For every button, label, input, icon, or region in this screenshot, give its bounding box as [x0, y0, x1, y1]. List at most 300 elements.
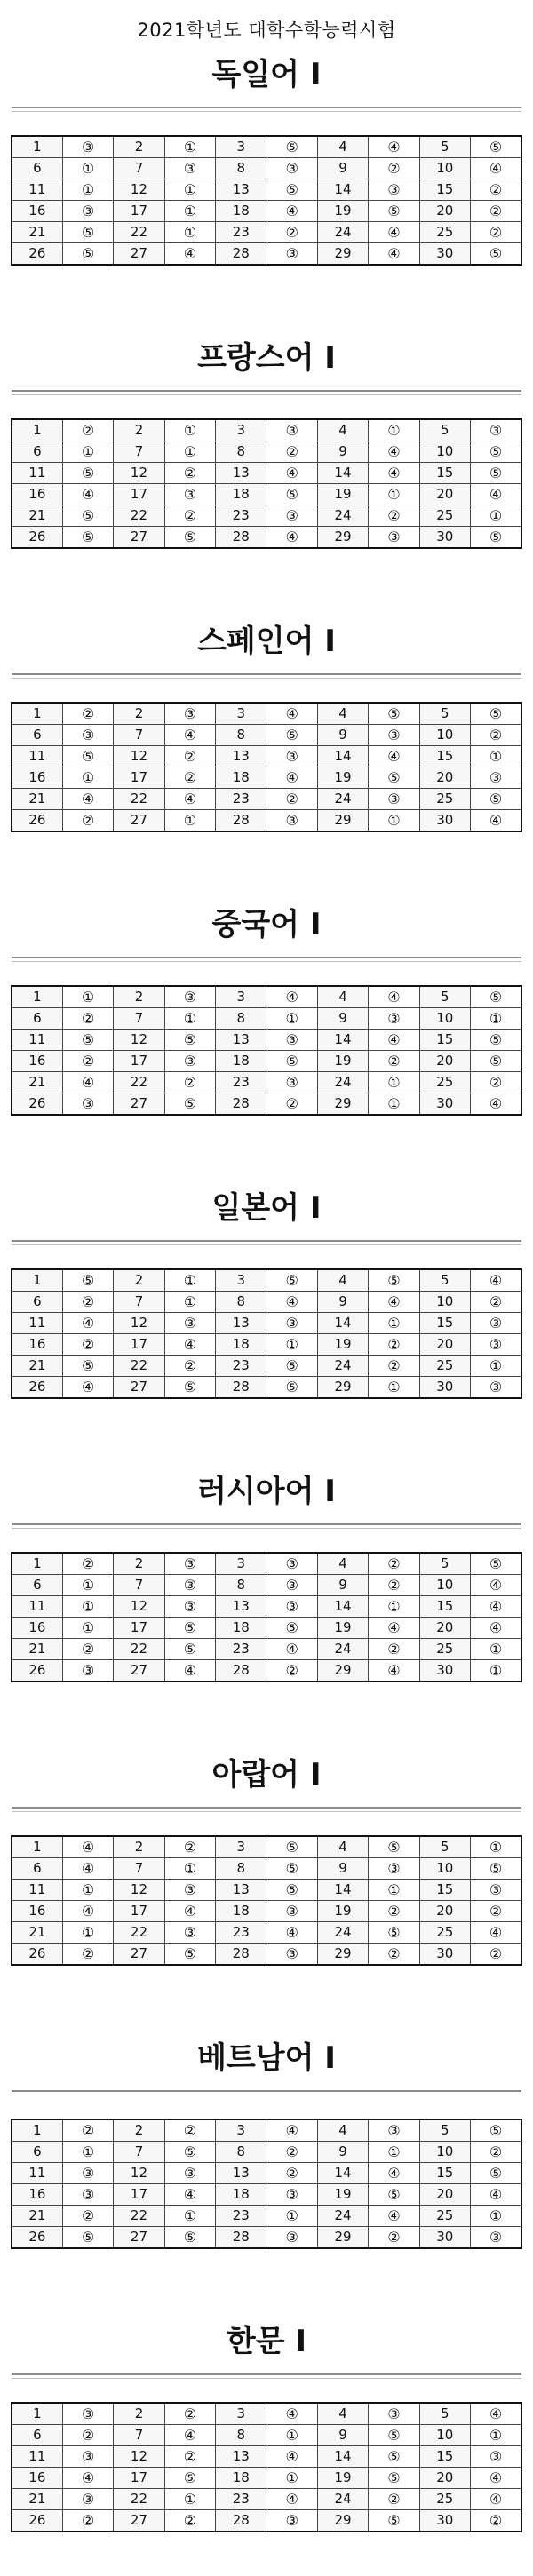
answer-choice: ③	[164, 986, 215, 1008]
question-number: 30	[419, 2227, 470, 2249]
answer-choice: ⑤	[471, 527, 521, 549]
question-number: 12	[114, 2446, 164, 2468]
section-divider	[12, 1523, 521, 1529]
answer-choice: ③	[266, 158, 317, 179]
table-row	[12, 527, 521, 549]
answer-choice: ②	[471, 179, 521, 201]
question-number: 24	[317, 2206, 368, 2227]
table-row	[12, 1377, 521, 1399]
answer-choice: ⑤	[266, 1858, 317, 1880]
answer-choice: ③	[369, 1008, 419, 1030]
answer-choice: ④	[266, 767, 317, 789]
table-row	[12, 1030, 521, 1051]
question-number: 22	[114, 505, 164, 527]
answer-choice: ③	[164, 1596, 215, 1618]
question-number: 4	[317, 1553, 368, 1575]
question-number: 6	[12, 2142, 62, 2163]
table-row	[12, 2489, 521, 2510]
question-number: 16	[12, 1051, 62, 1072]
answer-table	[11, 985, 522, 1116]
answer-choice: ③	[471, 2446, 521, 2468]
exam-header: 2021학년도 대학수학능력시험	[137, 20, 396, 41]
answer-choice: ①	[471, 1660, 521, 1682]
answer-choice: ②	[164, 746, 215, 767]
answer-choice: ③	[164, 1553, 215, 1575]
question-number: 13	[216, 2163, 266, 2184]
question-number: 13	[216, 1030, 266, 1051]
answer-choice: ④	[266, 1292, 317, 1313]
question-number: 27	[114, 243, 164, 266]
question-number: 1	[12, 986, 62, 1008]
answer-choice: ①	[471, 505, 521, 527]
question-number: 9	[317, 725, 368, 746]
answer-choice: ⑤	[62, 527, 113, 549]
question-number: 25	[419, 1639, 470, 1660]
answer-choice: ③	[266, 243, 317, 266]
question-number: 21	[12, 2206, 62, 2227]
answer-choice: ③	[164, 484, 215, 505]
answer-choice: ⑤	[266, 484, 317, 505]
table-row	[12, 1596, 521, 1618]
question-number: 7	[114, 441, 164, 463]
answer-choice: ⑤	[266, 179, 317, 201]
question-number: 1	[12, 1836, 62, 1858]
question-number: 3	[216, 419, 266, 441]
question-number: 15	[419, 2163, 470, 2184]
question-number: 28	[216, 810, 266, 832]
answer-choice: ①	[164, 419, 215, 441]
section-divider	[12, 1240, 521, 1245]
answer-choice: ⑤	[266, 1836, 317, 1858]
question-number: 29	[317, 1377, 368, 1399]
question-number: 30	[419, 243, 470, 266]
question-number: 21	[12, 1356, 62, 1377]
table-row	[12, 1008, 521, 1030]
answer-choice: ④	[164, 243, 215, 266]
answer-choice: ②	[266, 1093, 317, 1116]
answer-choice: ③	[266, 1596, 317, 1618]
answer-choice: ①	[164, 1008, 215, 1030]
answer-choice: ③	[471, 2227, 521, 2249]
table-row	[12, 1944, 521, 1966]
question-number: 26	[12, 1093, 62, 1116]
answer-choice: ④	[471, 2468, 521, 2489]
answer-choice: ⑤	[266, 1051, 317, 1072]
question-number: 2	[114, 136, 164, 158]
answer-choice: ④	[62, 1901, 113, 1922]
answer-choice: ③	[62, 2163, 113, 2184]
answer-choice: ①	[164, 179, 215, 201]
question-number: 15	[419, 1880, 470, 1901]
question-number: 28	[216, 2510, 266, 2532]
answer-choice: ①	[266, 2425, 317, 2446]
question-number: 13	[216, 463, 266, 484]
question-number: 7	[114, 1008, 164, 1030]
question-number: 15	[419, 463, 470, 484]
answer-choice: ②	[471, 2142, 521, 2163]
answer-choice: ②	[369, 2227, 419, 2249]
question-number: 3	[216, 1553, 266, 1575]
answer-choice: ④	[266, 986, 317, 1008]
question-number: 13	[216, 1313, 266, 1334]
table-row	[12, 2446, 521, 2468]
question-number: 15	[419, 746, 470, 767]
answer-choice: ③	[471, 1880, 521, 1901]
answer-choice: ②	[266, 441, 317, 463]
answer-choice: ⑤	[164, 1377, 215, 1399]
question-number: 19	[317, 1618, 368, 1639]
question-number: 25	[419, 789, 470, 810]
question-number: 5	[419, 986, 470, 1008]
question-number: 8	[216, 2425, 266, 2446]
question-number: 24	[317, 1356, 368, 1377]
table-row	[12, 2403, 521, 2425]
answer-choice: ②	[266, 1660, 317, 1682]
question-number: 25	[419, 222, 470, 243]
question-number: 14	[317, 746, 368, 767]
question-number: 3	[216, 986, 266, 1008]
question-number: 27	[114, 527, 164, 549]
answer-choice: ③	[266, 1901, 317, 1922]
subject-section	[0, 1755, 533, 1966]
answer-choice: ⑤	[62, 222, 113, 243]
question-number: 28	[216, 1660, 266, 1682]
question-number: 19	[317, 767, 368, 789]
question-number: 24	[317, 2489, 368, 2510]
answer-choice: ②	[471, 725, 521, 746]
table-row	[12, 2425, 521, 2446]
question-number: 17	[114, 1334, 164, 1356]
answer-choice: ①	[471, 2206, 521, 2227]
answer-choice: ④	[369, 2206, 419, 2227]
answer-choice: ④	[164, 1660, 215, 1682]
answer-choice: ⑤	[471, 441, 521, 463]
question-number: 2	[114, 703, 164, 725]
question-number: 21	[12, 789, 62, 810]
subject-title: 프랑스어 I	[197, 340, 336, 376]
answer-choice: ②	[266, 789, 317, 810]
answer-choice: ③	[369, 527, 419, 549]
question-number: 29	[317, 527, 368, 549]
answer-choice: ③	[164, 1051, 215, 1072]
question-number: 6	[12, 725, 62, 746]
question-number: 10	[419, 2425, 470, 2446]
question-number: 8	[216, 1575, 266, 1596]
answer-choice: ②	[266, 2142, 317, 2163]
section-divider	[12, 957, 521, 962]
answer-choice: ④	[471, 1618, 521, 1639]
question-number: 18	[216, 1051, 266, 1072]
answer-choice: ④	[266, 2446, 317, 2468]
table-row	[12, 1836, 521, 1858]
answer-choice: ⑤	[471, 789, 521, 810]
question-number: 28	[216, 243, 266, 266]
table-row	[12, 1575, 521, 1596]
table-row	[12, 703, 521, 725]
answer-choice: ③	[266, 419, 317, 441]
question-number: 18	[216, 201, 266, 222]
question-number: 1	[12, 703, 62, 725]
answer-choice: ④	[471, 1093, 521, 1116]
question-number: 17	[114, 484, 164, 505]
question-number: 23	[216, 789, 266, 810]
question-number: 27	[114, 1377, 164, 1399]
answer-choice: ②	[164, 1356, 215, 1377]
question-number: 5	[419, 1553, 470, 1575]
answer-choice: ①	[164, 1858, 215, 1880]
answer-choice: ①	[266, 1334, 317, 1356]
answer-choice: ③	[62, 201, 113, 222]
table-row	[12, 1356, 521, 1377]
question-number: 15	[419, 2446, 470, 2468]
answer-choice: ⑤	[369, 767, 419, 789]
answer-choice: ③	[369, 789, 419, 810]
answer-choice: ③	[62, 725, 113, 746]
question-number: 30	[419, 1377, 470, 1399]
question-number: 22	[114, 789, 164, 810]
question-number: 9	[317, 1008, 368, 1030]
question-number: 11	[12, 463, 62, 484]
answer-choice: ②	[266, 222, 317, 243]
answer-choice: ②	[369, 1051, 419, 1072]
answer-choice: ③	[62, 2489, 113, 2510]
answer-choice: ②	[369, 158, 419, 179]
answer-choice: ④	[369, 243, 419, 266]
question-number: 2	[114, 1836, 164, 1858]
question-number: 7	[114, 1858, 164, 1880]
question-number: 25	[419, 505, 470, 527]
question-number: 6	[12, 441, 62, 463]
answer-choice: ③	[266, 1944, 317, 1966]
answer-choice: ②	[369, 1334, 419, 1356]
answer-choice: ②	[164, 463, 215, 484]
question-number: 9	[317, 2425, 368, 2446]
answer-choice: ③	[266, 1313, 317, 1334]
answer-choice: ①	[62, 1880, 113, 1901]
question-number: 3	[216, 1269, 266, 1292]
question-number: 16	[12, 201, 62, 222]
answer-choice: ②	[369, 1356, 419, 1377]
subject-title: 일본어 I	[211, 1190, 322, 1226]
question-number: 27	[114, 2227, 164, 2249]
question-number: 28	[216, 1944, 266, 1966]
question-number: 27	[114, 1944, 164, 1966]
answer-choice: ⑤	[62, 243, 113, 266]
answer-choice: ②	[471, 1901, 521, 1922]
question-number: 16	[12, 1901, 62, 1922]
question-number: 9	[317, 2142, 368, 2163]
question-number: 14	[317, 179, 368, 201]
question-number: 30	[419, 810, 470, 832]
answer-choice: ⑤	[471, 463, 521, 484]
question-number: 20	[419, 1901, 470, 1922]
answer-choice: ②	[62, 2119, 113, 2142]
answer-choice: ①	[369, 1313, 419, 1334]
question-number: 6	[12, 2425, 62, 2446]
answer-choice: ②	[471, 2510, 521, 2532]
question-number: 23	[216, 2489, 266, 2510]
answer-choice: ⑤	[471, 703, 521, 725]
section-divider	[12, 1807, 521, 1812]
question-number: 9	[317, 441, 368, 463]
question-number: 7	[114, 158, 164, 179]
question-number: 9	[317, 1575, 368, 1596]
answer-choice: ①	[164, 2206, 215, 2227]
question-number: 10	[419, 1575, 470, 1596]
answer-choice: ④	[369, 746, 419, 767]
answer-choice: ③	[164, 703, 215, 725]
answer-choice: ⑤	[164, 2142, 215, 2163]
question-number: 13	[216, 746, 266, 767]
answer-choice: ⑤	[266, 1880, 317, 1901]
answer-choice: ②	[369, 1553, 419, 1575]
answer-choice: ⑤	[164, 1030, 215, 1051]
question-number: 11	[12, 746, 62, 767]
question-number: 21	[12, 1922, 62, 1944]
subject-title: 베트남어 I	[197, 2040, 336, 2076]
question-number: 24	[317, 505, 368, 527]
answer-choice: ⑤	[62, 1269, 113, 1292]
question-number: 3	[216, 2403, 266, 2425]
answer-choice: ①	[62, 179, 113, 201]
answer-choice: ⑤	[369, 2184, 419, 2206]
question-number: 15	[419, 179, 470, 201]
question-number: 4	[317, 703, 368, 725]
answer-choice: ①	[62, 1922, 113, 1944]
table-row	[12, 1269, 521, 1292]
answer-choice: ⑤	[164, 1093, 215, 1116]
question-number: 9	[317, 1858, 368, 1880]
question-number: 23	[216, 1356, 266, 1377]
question-number: 14	[317, 2163, 368, 2184]
question-number: 29	[317, 243, 368, 266]
subject-title: 아랍어 I	[211, 1757, 322, 1793]
answer-choice: ⑤	[471, 986, 521, 1008]
answer-choice: ③	[62, 2446, 113, 2468]
answer-choice: ⑤	[62, 505, 113, 527]
question-number: 3	[216, 1836, 266, 1858]
subject-title: 러시아어 I	[197, 1474, 336, 1509]
question-number: 3	[216, 136, 266, 158]
answer-choice: ②	[164, 2119, 215, 2142]
subject-section	[0, 2322, 533, 2532]
question-number: 24	[317, 789, 368, 810]
answer-choice: ③	[266, 810, 317, 832]
question-number: 14	[317, 463, 368, 484]
question-number: 22	[114, 2489, 164, 2510]
answer-choice: ③	[266, 2227, 317, 2249]
question-number: 17	[114, 1051, 164, 1072]
question-number: 14	[317, 1030, 368, 1051]
answer-table	[11, 2402, 522, 2532]
answer-choice: ④	[471, 1269, 521, 1292]
question-number: 5	[419, 419, 470, 441]
answer-choice: ④	[471, 810, 521, 832]
answer-choice: ④	[471, 1922, 521, 1944]
table-row	[12, 441, 521, 463]
question-number: 10	[419, 1858, 470, 1880]
section-divider	[12, 2373, 521, 2379]
answer-choice: ④	[266, 2489, 317, 2510]
answer-choice: ②	[164, 505, 215, 527]
answer-choice: ④	[369, 1030, 419, 1051]
question-number: 23	[216, 1639, 266, 1660]
answer-choice: ⑤	[266, 1377, 317, 1399]
question-number: 16	[12, 1618, 62, 1639]
answer-choice: ⑤	[471, 2163, 521, 2184]
question-number: 20	[419, 201, 470, 222]
question-number: 23	[216, 1922, 266, 1944]
answer-choice: ①	[369, 1880, 419, 1901]
answer-choice: ①	[164, 136, 215, 158]
table-row	[12, 1292, 521, 1313]
question-number: 30	[419, 1093, 470, 1116]
table-row	[12, 767, 521, 789]
question-number: 13	[216, 179, 266, 201]
answer-choice: ②	[62, 810, 113, 832]
answer-choice: ⑤	[164, 1618, 215, 1639]
answer-choice: ⑤	[62, 2227, 113, 2249]
answer-choice: ⑤	[62, 1356, 113, 1377]
answer-choice: ⑤	[471, 1030, 521, 1051]
answer-choice: ②	[164, 1836, 215, 1858]
question-number: 28	[216, 1377, 266, 1399]
answer-choice: ⑤	[266, 1356, 317, 1377]
question-number: 2	[114, 2119, 164, 2142]
answer-choice: ⑤	[369, 1922, 419, 1944]
question-number: 22	[114, 2206, 164, 2227]
answer-choice: ③	[471, 767, 521, 789]
question-number: 23	[216, 222, 266, 243]
question-number: 17	[114, 2468, 164, 2489]
answer-choice: ④	[62, 1377, 113, 1399]
question-number: 10	[419, 725, 470, 746]
table-row	[12, 419, 521, 441]
answer-choice: ③	[471, 1377, 521, 1399]
question-number: 27	[114, 1093, 164, 1116]
question-number: 21	[12, 505, 62, 527]
question-number: 5	[419, 136, 470, 158]
answer-choice: ⑤	[62, 463, 113, 484]
answer-choice: ③	[62, 1093, 113, 1116]
answer-choice: ②	[62, 1292, 113, 1313]
question-number: 12	[114, 746, 164, 767]
question-number: 29	[317, 2227, 368, 2249]
answer-choice: ④	[369, 1660, 419, 1682]
question-number: 22	[114, 1072, 164, 1093]
answer-choice: ①	[62, 1596, 113, 1618]
question-number: 13	[216, 2446, 266, 2468]
answer-choice: ①	[62, 1575, 113, 1596]
question-number: 10	[419, 2142, 470, 2163]
answer-table	[11, 1268, 522, 1399]
table-row	[12, 505, 521, 527]
answer-choice: ①	[266, 2206, 317, 2227]
answer-choice: ①	[369, 419, 419, 441]
answer-choice: ⑤	[62, 1030, 113, 1051]
question-number: 5	[419, 1836, 470, 1858]
answer-choice: ④	[62, 1072, 113, 1093]
question-number: 6	[12, 1575, 62, 1596]
question-number: 26	[12, 810, 62, 832]
answer-choice: ④	[164, 1334, 215, 1356]
question-number: 28	[216, 527, 266, 549]
answer-choice: ①	[62, 767, 113, 789]
question-number: 26	[12, 2227, 62, 2249]
question-number: 18	[216, 1901, 266, 1922]
answer-choice: ②	[62, 1639, 113, 1660]
answer-choice: ①	[164, 201, 215, 222]
